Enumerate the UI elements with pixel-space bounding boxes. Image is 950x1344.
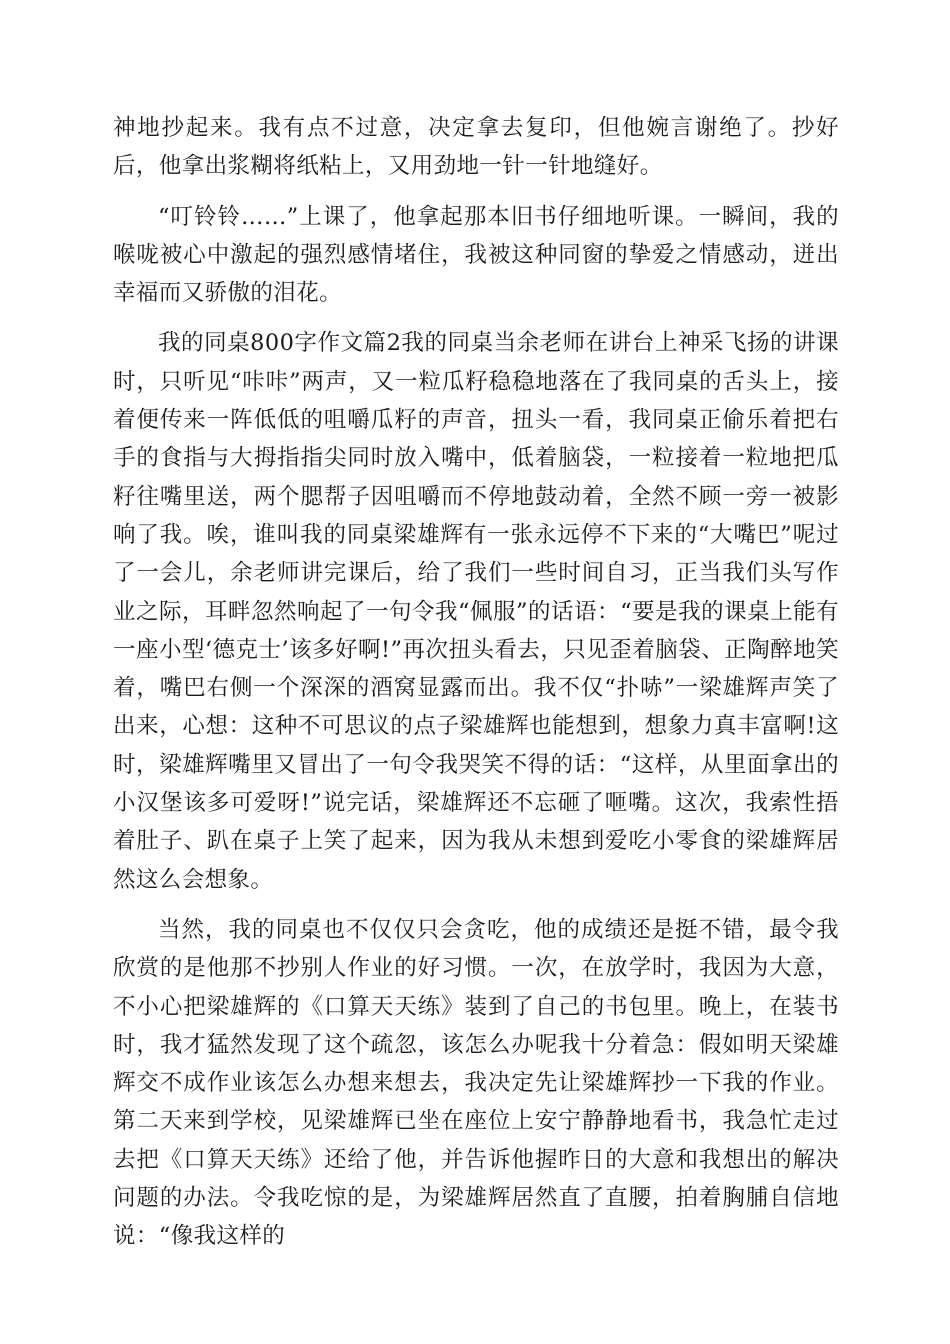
paragraph-class-begins: “叮铃铃……”上课了，他拿起那本旧书仔细地听课。一瞬间，我的喉咙被心中激起的强烈感情堵住，我被这种同窗的挚爱之情感动，迸出幸福而又骄傲的泪花。 — [113, 203, 839, 307]
paragraph-essay-2-intro: 我的同桌800字作文篇2我的同桌当余老师在讲台上神采飞扬的讲课时，只听见“咔咔”两声，又一粒瓜籽稳稳地落在了我同桌的舌头上，接着便传来一阵低低的咀嚼瓜籽的声音，扭头一看，我同桌正偷乐着把右手的食指与大拇指指尖同时放入嘴中，低着脑袋，一粒接着一粒地把瓜籽往嘴里送，两个腮帮子因咀嚼而不停地鼓动着，全然不顾一旁一被影响了我。唉，谁叫我的同桌梁雄辉有一张永远停不下来的“大嘴巴”呢过了一会儿，余老师讲完课后，给了我们一些时间自习，正当我们头写作业之际，耳畔忽然响起了一句令我“佩服”的话语：“要是我的课桌上能有一座小型‘德克士’该多好啊!”再次扭头看去，只见歪着脑袋、正陶醉地笑着，嘴巴右侧一个深深的酒窝显露而出。我不仅“扑哧”一梁雄辉声笑了出来，心想：这种不可思议的点子梁雄辉也能想到，想象力真丰富啊!这时，梁雄辉嘴里又冒出了一句令我哭笑不得的话：“这样，从里面拿出的小汉堡该多可爱呀!”说完话，梁雄辉还不忘砸了咂嘴。这次，我索性捂着肚子、趴在桌子上笑了起来，因为我从未想到爱吃小零食的梁雄辉居然这么会想象。 — [113, 330, 839, 893]
paragraph-good-habit: 当然，我的同桌也不仅仅只会贪吃，他的成绩还是挺不错，最令我欣赏的是他那不抄别人作业的好习惯。一次，在放学时，我因为大意，不小心把梁雄辉的《口算天天练》装到了自己的书包里。晚上，在装书时，我才猛然发现了这个疏忽，该怎么办呢我十分着急：假如明天梁雄辉交不成作业该怎么办想来想去，我决定先让梁雄辉抄一下我的作业。第二天来到学校，见梁雄辉已坐在座位上安宁静静地看书，我急忙走过去把《口算天天练》还给了他，并告诉他握昨日的大意和我想出的解决问题的办法。令我吃惊的是，为梁雄辉居然直了直腰，拍着胸脯自信地说：“像我这样的 — [113, 916, 839, 1250]
paragraph-continuation: 神地抄起来。我有点不过意，决定拿去复印，但他婉言谢绝了。抄好后，他拿出浆糊将纸粘上，又用劲地一针一针地缝好。 — [113, 115, 839, 180]
document-body — [113, 109, 839, 1268]
